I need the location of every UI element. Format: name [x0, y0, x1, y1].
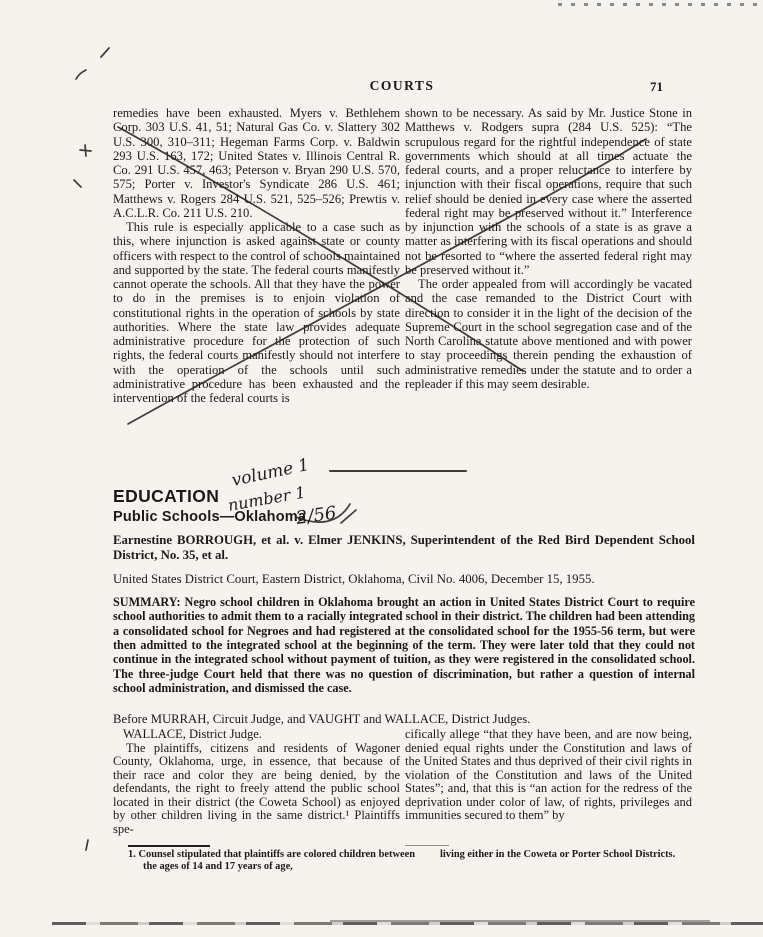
- left-column-paragraph: This rule is especially applicable to a case such as this, where injunction is asked against state or county officers with respect to the control of schools maintained and supported by the state. The federal courts manifestly cannot operate the schools. All that they have the power to do in the premises is to enjoin violation of constitutional rights in the operation of schools by state authorities. Where the state law provides adequate administrative procedure for the protection of such rights, the federal courts manifestly should not interfere with the operation of the schools until such administrative procedure has been exhausted and the intervention of the federal courts is: [113, 220, 400, 405]
- margin-tick-mark: [74, 180, 81, 187]
- section-title: EDUCATION: [113, 486, 220, 506]
- right-column-paragraph: shown to be necessary. As said by Mr. Justice Stone in Matthews v. Rodgers supra (284 U.S. 525): “The scrupulous regard for the rightful independence of state governments which should at all times actuate the federal courts, and a proper reluctance to interfere by injunction with their fiscal operations, require that such relief should be denied in every case where the asserted federal right may be preserved without it.” Interference by injunction with the schools of a state is as grave a matter as interfering with its fiscal operations and should not be resorted to “where the asserted federal right may be preserved without it.”: [405, 106, 692, 277]
- handwritten-date-note: 2/56: [294, 502, 338, 529]
- opinion-left-column: [113, 728, 400, 836]
- pen-swoosh-tick: [341, 510, 356, 523]
- scan-bottom-edge: [330, 920, 710, 922]
- footnote-separator-rule-right: [405, 845, 449, 846]
- margin-plus-mark: [80, 145, 91, 156]
- margin-tick-mark: [86, 840, 88, 850]
- opinion-author-line: WALLACE, District Judge.: [123, 727, 262, 741]
- education-section-heading: [113, 486, 306, 525]
- right-column-paragraph: The order appealed from will accordingly be vacated and the case remanded to the District Court with direction to consider it in the light of the decision of the Supreme Court in the school segregation case and of the North Carolina statute above mentioned and with power to stay proceedings therein pending the exhaustion of administrative remedies under the statute and to order a repleader if this may seem desirable.: [405, 277, 692, 391]
- opinion-paragraph: cifically allege “that they have been, and are now being, denied equal rights under the Constitution and laws of the United States and thus deprived of their civil rights in violation of the Constitution and laws of the United States”; and, that this is “an action for the redress of the deprivation under color of law, of rights, privileges and immunities secured to them” by: [405, 727, 692, 823]
- summary-label: SUMMARY:: [113, 595, 181, 609]
- opinion-right-column: [405, 728, 692, 823]
- footnote-separator-rule: [128, 845, 210, 847]
- margin-tick-mark: [101, 48, 109, 57]
- handwritten-volume-note: volume 1: [229, 454, 311, 491]
- case-title: Earnestine BORROUGH, et al. v. Elmer JENKINS, Superintendent of the Red Bird Dependent School District, No. 35, et al.: [113, 533, 695, 562]
- margin-tick-mark: [76, 70, 86, 79]
- courts-right-column: [405, 106, 692, 391]
- opinion-paragraph: The plaintiffs, citizens and residents of Wagoner County, Oklahoma, urge, in essence, that because of their race and color they are being denied, by the defendants, the right to freely attend the public school located in their district (the Coweta School) as enjoyed by other children living in the same district.¹ Plaintiffs spe-: [113, 740, 400, 836]
- handwritten-number-note: number 1: [226, 482, 307, 515]
- courts-left-column: [113, 106, 400, 405]
- scan-perforation-dots: [558, 3, 763, 6]
- section-subtitle: Public Schools—Oklahoma: [113, 509, 307, 525]
- court-citation-line: United States District Court, Eastern District, Oklahoma, Civil No. 4006, December 15, 1955.: [113, 572, 595, 586]
- running-header: COURTS: [369, 78, 435, 93]
- judges-line: Before MURRAH, Circuit Judge, and VAUGHT and WALLACE, District Judges.: [113, 712, 531, 726]
- case-summary: [113, 595, 695, 695]
- footnote-left: 1. Counsel stipulated that plaintiffs are colored children between the ages of 14 and 17 years of age,: [128, 849, 415, 872]
- left-column-paragraph: remedies have been exhausted. Myers v. Bethlehem Corp. 303 U.S. 41, 51; Natural Gas Co. v. Slattery 302 U.S. 300, 310–311; Hegeman Farms Corp. v. Baldwin 293 U.S. 163, 172; United States v. Illinois Central R. Co. 291 U.S. 457, 463; Peterson v. Bryan 290 U.S. 570, 575; Porter v. Investor's Syndicate 286 U.S. 461; Matthews v. Rogers 284 U.S. 521, 525–526; Prewtis v. A.C.L.R. Co. 211 U.S. 210.: [113, 106, 400, 220]
- footnote-right: living either in the Coweta or Porter School Districts.: [440, 849, 676, 860]
- scan-bottom-edge: [52, 922, 763, 925]
- page-number: 71: [650, 79, 663, 94]
- summary-text: Negro school children in Oklahoma brought an action in United States District Court to require school authorities to admit them to a racially integrated school in their district. The children had been attending a consolidated school for Negroes and had registered at the consolidated school for the 1955-56 term, but were then admitted to the integrated school at the beginning of the term. They were later told that they could not continue in the integrated school without payment of tuition, as they were registered in the consolidated school. The three-judge Court held that there was no question of discrimination, but rather a question of internal school administration, and dismissed the case.: [113, 595, 696, 696]
